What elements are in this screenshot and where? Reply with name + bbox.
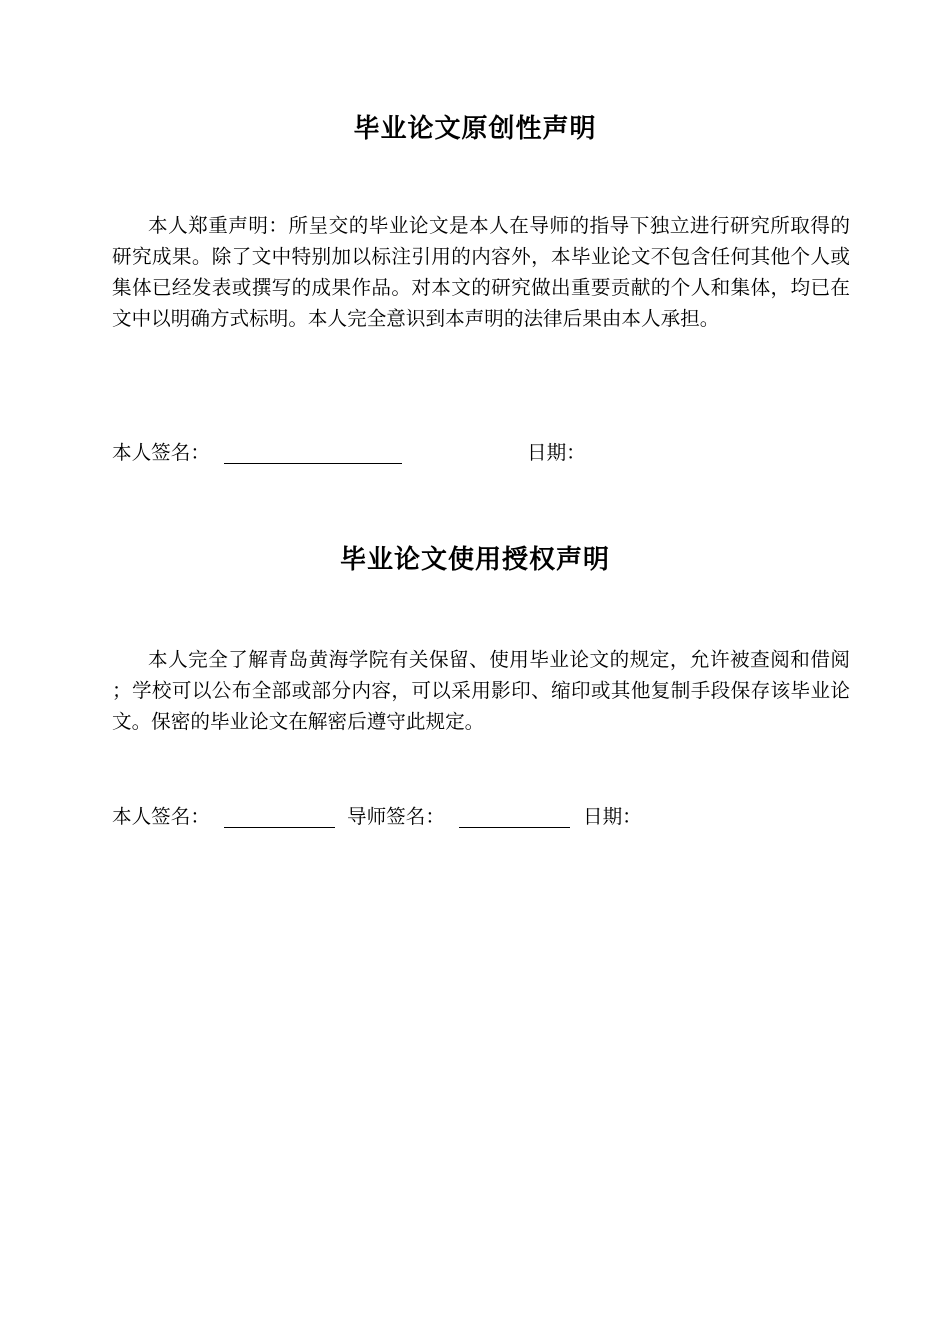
author-signature-label: 本人签名： (112, 441, 210, 464)
originality-declaration-body: 本人郑重声明：所呈交的毕业论文是本人在导师的指导下独立进行研究所取得的研究成果。除了文中特别加以标注引用的内容外，本毕业论文不包含任何其他个人或集体已经发表或撰写的成果作品。对本文的研究做出重要贡献的个人和集体，均已在文中以明确方式标明。本人完全意识到本声明的法律后果由本人承担。 (112, 214, 850, 330)
author-signature-label: 本人签名： (112, 805, 210, 828)
originality-declaration-title: 毕业论文原创性声明 (353, 114, 597, 144)
authorization-declaration-title: 毕业论文使用授权声明 (339, 545, 610, 575)
tutor-signature-line[interactable] (459, 827, 570, 828)
date-label: 日期： (527, 441, 586, 464)
tutor-signature-label: 导师签名： (347, 805, 445, 828)
date-label: 日期： (583, 805, 642, 828)
author-signature-line[interactable] (224, 463, 402, 464)
author-signature-line[interactable] (224, 827, 335, 828)
authorization-declaration-body: 本人完全了解青岛黄海学院有关保留、使用毕业论文的规定，允许被查阅和借阅；学校可以公布全部或部分内容，可以采用影印、缩印或其他复制手段保存该毕业论文。保密的毕业论文在解密后遵守此规定。 (112, 648, 850, 733)
